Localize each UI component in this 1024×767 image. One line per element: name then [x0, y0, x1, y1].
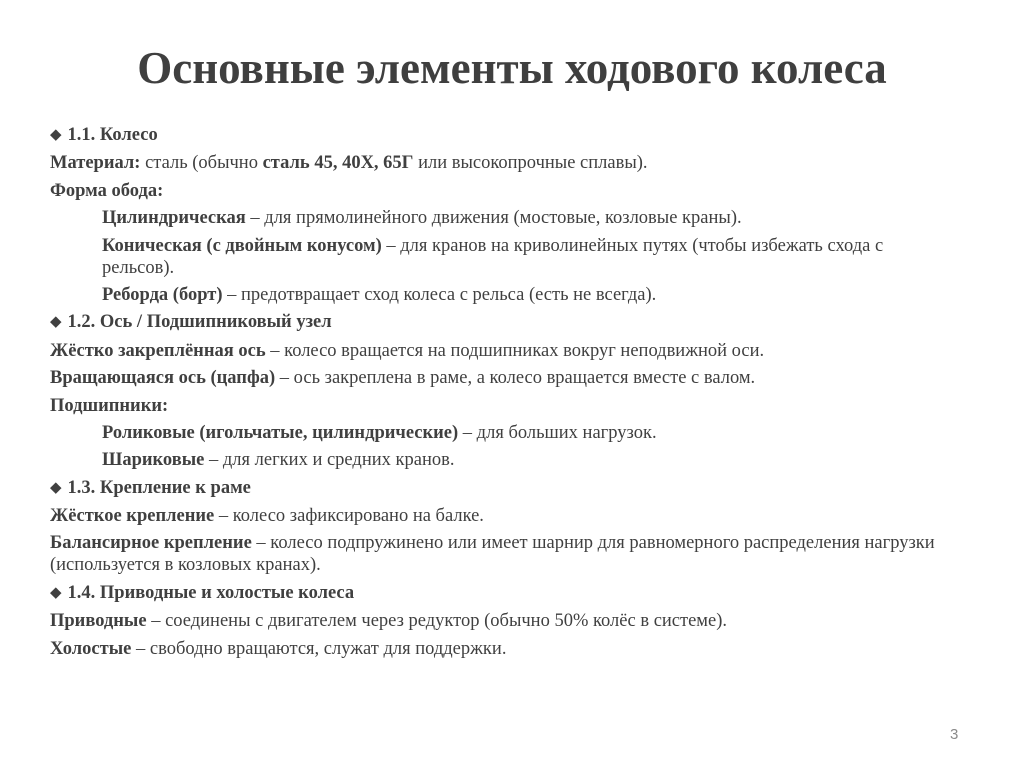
- paragraph: [50, 180, 950, 202]
- section-heading: [50, 311, 950, 334]
- slide-title: Основные элементы ходового колеса: [137, 43, 887, 93]
- bold-term: Материал:: [50, 153, 141, 174]
- section-heading: [50, 124, 950, 147]
- page-number: 3: [950, 726, 959, 743]
- section-heading: [50, 582, 950, 605]
- paragraph: [50, 610, 950, 632]
- bold-term: Жёстко закреплённая ось: [50, 340, 266, 361]
- text-run: – колесо зафиксировано на балке.: [214, 506, 484, 527]
- sub-item: [50, 422, 950, 444]
- bold-term: Роликовые (игольчатые, цилиндрические): [102, 422, 459, 443]
- bold-term: Вращающаяся ось (цапфа): [50, 368, 276, 389]
- text-run: – соединены с двигателем через редуктор (обычно 50% колёс в системе).: [146, 611, 728, 632]
- paragraph: [50, 532, 950, 576]
- sub-item: [50, 207, 950, 229]
- bold-term: сталь 45, 40Х, 65Г: [262, 153, 414, 174]
- bold-term: Коническая (с двойным конусом): [102, 235, 382, 256]
- text-run: – свободно вращаются, служат для поддержки.: [131, 638, 507, 659]
- bold-term: 1.4. Приводные и холостые колеса: [67, 582, 355, 603]
- sub-item: [50, 235, 950, 279]
- text-run: – ось закреплена в раме, а колесо вращается вместе с валом.: [275, 368, 756, 389]
- text-run: – для прямолинейного движения (мостовые, козловые краны).: [245, 208, 742, 229]
- bold-term: Шариковые: [102, 450, 205, 471]
- bold-term: Жёсткое крепление: [50, 506, 215, 527]
- bold-term: Холостые: [50, 638, 132, 659]
- text-run: – для кранов на криволинейных путях (чтобы избежать схода с рельсов).: [102, 235, 884, 278]
- paragraph: [50, 395, 950, 417]
- bold-term: Реборда (борт): [102, 284, 223, 305]
- text-run: – колесо вращается на подшипниках вокруг неподвижной оси.: [265, 340, 765, 361]
- sub-item: [50, 449, 950, 471]
- paragraph: [50, 152, 950, 174]
- paragraph: [50, 340, 950, 362]
- diamond-bullet-icon: ◆: [50, 314, 62, 331]
- text-run: или высокопрочные сплавы).: [413, 153, 648, 174]
- bold-term: Подшипники:: [50, 395, 169, 416]
- paragraph: [50, 505, 950, 527]
- bold-term: 1.1. Колесо: [67, 125, 158, 145]
- text-run: – колесо подпружинено или имеет шарнир для равномерного распределения нагрузки (используется в козловых кранах).: [50, 533, 935, 576]
- bold-term: Цилиндрическая: [102, 208, 246, 229]
- sub-item: [50, 284, 950, 306]
- diamond-bullet-icon: ◆: [50, 584, 62, 601]
- slide-body: [50, 124, 950, 665]
- section-heading: [50, 477, 950, 500]
- bold-term: 1.2. Ось / Подшипниковый узел: [67, 312, 332, 333]
- bold-term: Форма обода:: [50, 180, 164, 201]
- diamond-bullet-icon: ◆: [50, 127, 62, 143]
- diamond-bullet-icon: ◆: [50, 479, 62, 496]
- bold-term: Приводные: [50, 611, 147, 632]
- bold-term: Балансирное крепление: [50, 533, 252, 554]
- paragraph: [50, 638, 950, 660]
- text-run: – предотвращает сход колеса с рельса (есть не всегда).: [222, 284, 657, 305]
- bold-term: 1.3. Крепление к раме: [67, 477, 251, 498]
- text-run: – для больших нагрузок.: [458, 422, 657, 443]
- text-run: – для легких и средних кранов.: [204, 450, 455, 471]
- text-run: сталь (обычно: [140, 153, 263, 174]
- paragraph: [50, 367, 950, 389]
